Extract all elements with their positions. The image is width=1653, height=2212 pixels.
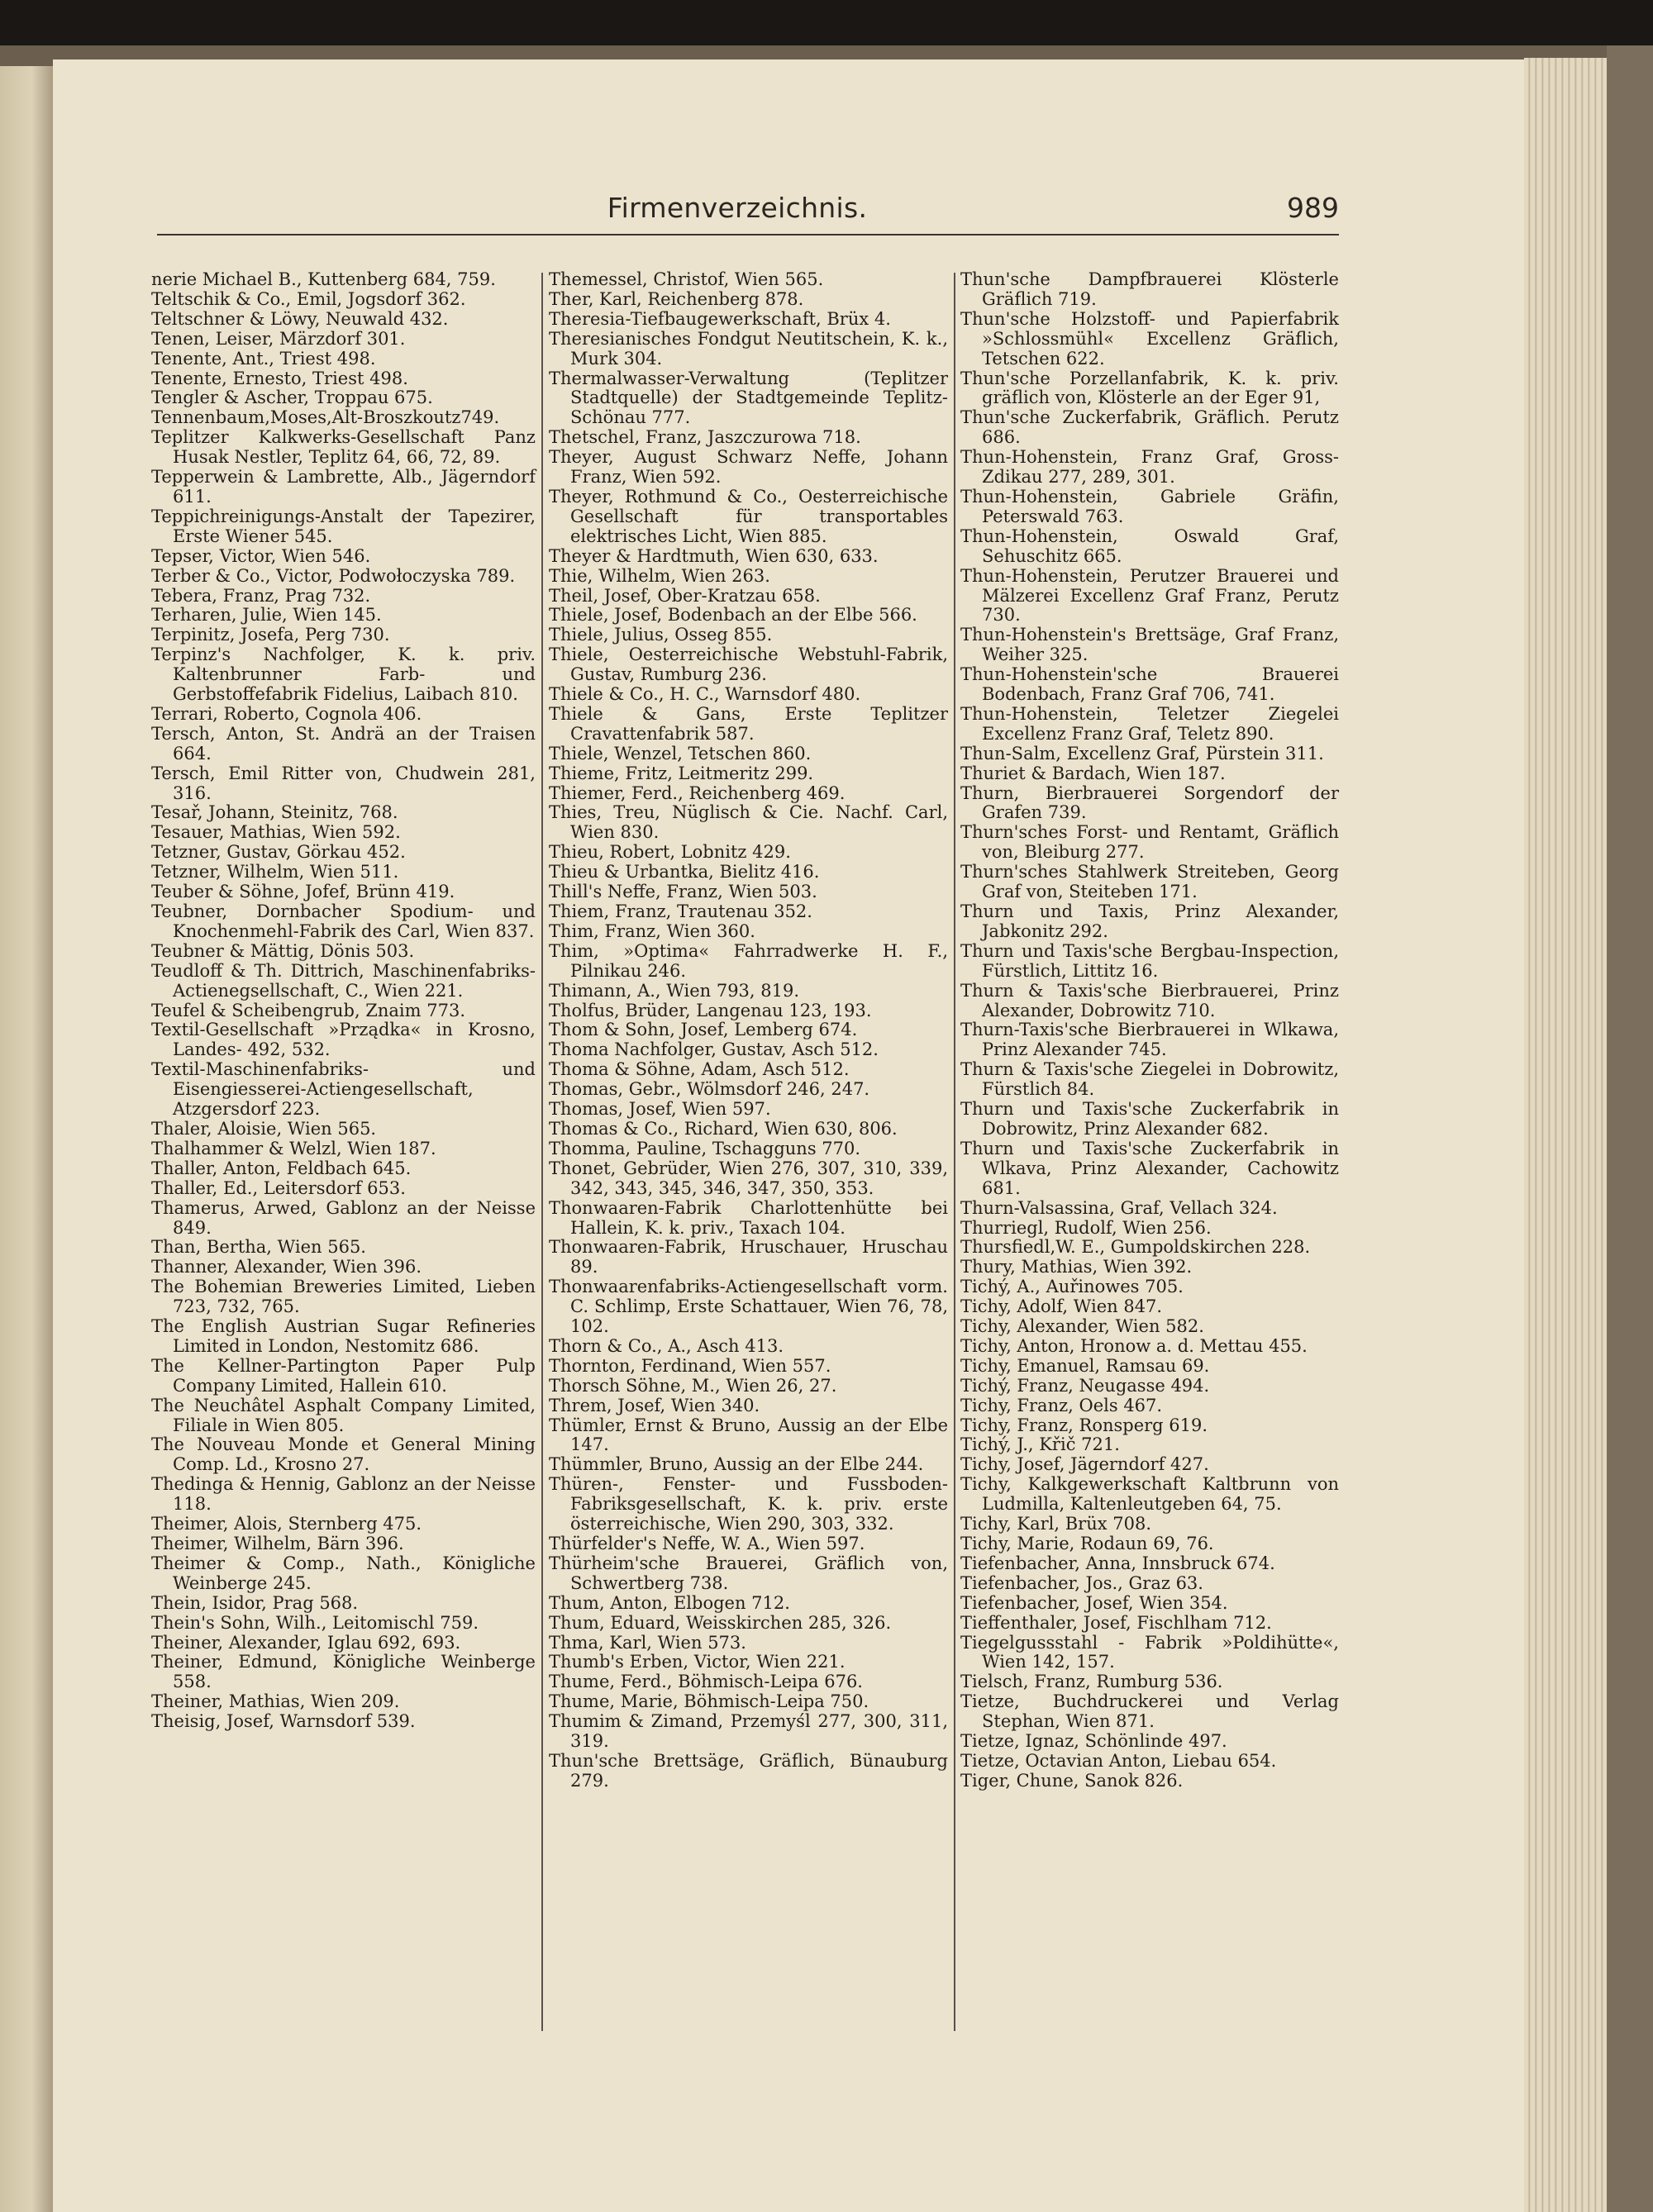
directory-entry: Thurn-Valsassina, Graf, Vellach 324. bbox=[960, 1197, 1278, 1218]
directory-entry: Terrari, Roberto, Cognola 406. bbox=[151, 703, 422, 724]
directory-entry: Theiner, Mathias, Wien 209. bbox=[151, 1691, 400, 1712]
directory-entry: Teudloff & Th. Dittrich, Maschinenfabriks-Actienegsellschaft, C., Wien 221. bbox=[151, 960, 536, 1001]
directory-entry: Teufel & Scheibengrub, Znaim 773. bbox=[151, 1000, 465, 1020]
page-edges bbox=[1524, 58, 1607, 2212]
directory-entry: Thümmler, Bruno, Aussig an der Elbe 244. bbox=[549, 1454, 924, 1475]
directory-entry: Thun-Hohenstein, Oswald Graf, Sehuschitz 665. bbox=[960, 526, 1339, 566]
facing-page-edge bbox=[0, 66, 53, 2212]
directory-entry: Thies, Treu, Nüglisch & Cie. Nachf. Carl, Wien 830. bbox=[549, 802, 948, 843]
directory-entry: Tietze, Buchdruckerei und Verlag Stephan, Wien 871. bbox=[960, 1691, 1339, 1732]
header-rule bbox=[157, 234, 1339, 235]
directory-entry: Thun-Hohenstein, Gabriele Gräfin, Peterswald 763. bbox=[960, 486, 1339, 526]
directory-entry: Threm, Josef, Wien 340. bbox=[549, 1395, 760, 1415]
directory-entry: Thuriet & Bardach, Wien 187. bbox=[960, 763, 1226, 783]
directory-column-3 bbox=[960, 270, 1339, 1791]
directory-entry: Thumim & Zimand, Przemyśl 277, 300, 311, 319. bbox=[549, 1711, 948, 1752]
directory-entry: Tiefenbacher, Anna, Innsbruck 674. bbox=[960, 1553, 1275, 1573]
directory-entry: Tenente, Ant., Triest 498. bbox=[151, 348, 376, 369]
directory-entry: Thomas & Co., Richard, Wien 630, 806. bbox=[549, 1118, 898, 1139]
directory-entry: Tichy, Anton, Hronow a. d. Mettau 455. bbox=[960, 1335, 1308, 1356]
directory-entry: Tichy, Kalkgewerkschaft Kaltbrunn von Ludmilla, Kaltenleutgeben 64, 75. bbox=[960, 1474, 1339, 1515]
directory-entry: Thiemer, Ferd., Reichenberg 469. bbox=[549, 783, 846, 803]
directory-entry: Tiger, Chune, Sanok 826. bbox=[960, 1770, 1184, 1791]
directory-entry: Thun-Hohenstein's Brettsäge, Graf Franz, Weiher 325. bbox=[960, 625, 1339, 665]
directory-entry: Tersch, Anton, St. Andrä an der Traisen 664. bbox=[151, 723, 536, 763]
directory-entry: Teubner, Dornbacher Spodium- und Knochenmehl-Fabrik des Carl, Wien 837. bbox=[151, 901, 536, 941]
directory-entry: Thurn, Bierbrauerei Sorgendorf der Grafen 739. bbox=[960, 783, 1339, 823]
book-cover bbox=[1607, 45, 1653, 2212]
directory-entry: Thurn-Taxis'sche Bierbrauerei in Wlkawa, Prinz Alexander 745. bbox=[960, 1020, 1339, 1060]
directory-entry: Tichy, Adolf, Wien 847. bbox=[960, 1296, 1163, 1317]
directory-entry: Thim, Franz, Wien 360. bbox=[549, 920, 755, 941]
directory-entry: Thie, Wilhelm, Wien 263. bbox=[549, 565, 770, 586]
directory-entry: Thornton, Ferdinand, Wien 557. bbox=[549, 1355, 831, 1376]
directory-entry: Tichy, Alexander, Wien 582. bbox=[960, 1316, 1204, 1337]
directory-entry: Themessel, Christof, Wien 565. bbox=[549, 269, 824, 289]
directory-entry: nerie Michael B., Kuttenberg 684, 759. bbox=[151, 269, 496, 289]
directory-entry: Theyer & Hardtmuth, Wien 630, 633. bbox=[549, 545, 879, 566]
directory-entry: Tetzner, Gustav, Görkau 452. bbox=[151, 842, 406, 863]
directory-entry: Thom & Sohn, Josef, Lemberg 674. bbox=[549, 1020, 858, 1040]
directory-entry: The Bohemian Breweries Limited, Lieben 723, 732, 765. bbox=[151, 1277, 536, 1317]
directory-entry: Tetzner, Wilhelm, Wien 511. bbox=[151, 862, 399, 882]
directory-entry: Thun-Salm, Excellenz Graf, Pürstein 311. bbox=[960, 743, 1324, 763]
directory-entry: Thurn'sches Stahlwerk Streiteben, Georg Graf von, Steiteben 171. bbox=[960, 862, 1339, 902]
directory-entry: Thermalwasser-Verwaltung (Teplitzer Stadtquelle) der Stadtgemeinde Teplitz-Schönau 777. bbox=[549, 368, 948, 428]
directory-entry: Thume, Ferd., Böhmisch-Leipa 676. bbox=[549, 1672, 863, 1692]
directory-entry: The English Austrian Sugar Refineries Limited in London, Nestomitz 686. bbox=[151, 1316, 536, 1356]
directory-entry: Thiele & Gans, Erste Teplitzer Cravattenfabrik 587. bbox=[549, 703, 948, 744]
directory-entry: Tennenbaum,Moses,Alt-Broszkoutz749. bbox=[151, 407, 500, 428]
directory-entry: Tepperwein & Lambrette, Alb., Jägerndorf 611. bbox=[151, 467, 536, 507]
directory-entry: Thurn und Taxis'sche Zuckerfabrik in Dobrowitz, Prinz Alexander 682. bbox=[960, 1099, 1339, 1139]
directory-entry: Thetschel, Franz, Jaszczurowa 718. bbox=[549, 427, 861, 448]
directory-entry: Thonwaarenfabriks-Actiengesellschaft vorm. C. Schlimp, Erste Schattauer, Wien 76, 78, 102. bbox=[549, 1277, 948, 1337]
directory-entry: Tengler & Ascher, Troppau 675. bbox=[151, 388, 433, 408]
directory-entry: Tichý, A., Auřinowes 705. bbox=[960, 1277, 1184, 1297]
directory-entry: Thieu & Urbantka, Bielitz 416. bbox=[549, 862, 820, 882]
directory-entry: Theiner, Edmund, Königliche Weinberge 558. bbox=[151, 1652, 536, 1692]
directory-entry: Thun-Hohenstein'sche Brauerei Bodenbach, Franz Graf 706, 741. bbox=[960, 664, 1339, 705]
directory-entry: Thun'sche Dampfbrauerei Klösterle Gräflich 719. bbox=[960, 269, 1339, 309]
directory-entry: Theresia-Tiefbaugewerkschaft, Brüx 4. bbox=[549, 308, 891, 329]
directory-entry: Thume, Marie, Böhmisch-Leipa 750. bbox=[549, 1691, 869, 1712]
directory-entry: Thun'sche Zuckerfabrik, Gräflich. Perutz 686. bbox=[960, 407, 1339, 448]
directory-entry: Thun'sche Brettsäge, Gräflich, Bünauburg 279. bbox=[549, 1750, 948, 1791]
directory-entry: Thürheim'sche Brauerei, Gräflich von, Schwertberg 738. bbox=[549, 1553, 948, 1593]
page-number: 989 bbox=[1287, 192, 1339, 224]
directory-entry: Theyer, Rothmund & Co., Oesterreichische Gesellschaft für transportables elektrisches Licht, Wien 885. bbox=[549, 486, 948, 546]
directory-entry: Theyer, August Schwarz Neffe, Johann Franz, Wien 592. bbox=[549, 447, 948, 488]
directory-entry: Thonwaaren-Fabrik Charlottenhütte bei Hallein, K. k. priv., Taxach 104. bbox=[549, 1197, 948, 1238]
directory-entry: Thorn & Co., A., Asch 413. bbox=[549, 1335, 784, 1356]
directory-entry: Textil-Maschinenfabriks- und Eisengiesserei-Actiengesellschaft, Atzgersdorf 223. bbox=[151, 1059, 536, 1120]
directory-entry: Tichy, Emanuel, Ramsau 69. bbox=[960, 1355, 1210, 1376]
directory-entry: Thurriegl, Rudolf, Wien 256. bbox=[960, 1217, 1212, 1238]
directory-entry: Teubner & Mättig, Dönis 503. bbox=[151, 940, 415, 961]
directory-entry: Thein, Isidor, Prag 568. bbox=[151, 1592, 359, 1613]
directory-entry: Thiem, Franz, Trautenau 352. bbox=[549, 901, 812, 921]
directory-entry: Thieme, Fritz, Leitmeritz 299. bbox=[549, 763, 814, 783]
directory-entry: Thonwaaren-Fabrik, Hruschauer, Hruschau 89. bbox=[549, 1237, 948, 1277]
directory-entry: Tesař, Johann, Steinitz, 768. bbox=[151, 802, 398, 823]
directory-entry: Tersch, Emil Ritter von, Chudwein 281, 316. bbox=[151, 763, 536, 803]
directory-entry: Theimer, Alois, Sternberg 475. bbox=[151, 1514, 422, 1534]
directory-entry: Teltschik & Co., Emil, Jogsdorf 362. bbox=[151, 288, 466, 309]
directory-entry: Teuber & Söhne, Jofef, Brünn 419. bbox=[151, 882, 455, 902]
directory-entry: Thieu, Robert, Lobnitz 429. bbox=[549, 842, 791, 863]
directory-entry: Tietze, Ignaz, Schönlinde 497. bbox=[960, 1731, 1227, 1752]
directory-entry: Theimer & Comp., Nath., Königliche Weinberge 245. bbox=[151, 1553, 536, 1593]
directory-column-1 bbox=[151, 270, 536, 1732]
directory-entry: Terpinz's Nachfolger, K. k. priv. Kaltenbrunner Farb- und Gerbstoffefabrik Fidelius, Laibach 810. bbox=[151, 645, 536, 705]
directory-entry: The Kellner-Partington Paper Pulp Company Limited, Hallein 610. bbox=[151, 1355, 536, 1396]
running-title: Firmenverzeichnis. bbox=[607, 192, 868, 224]
directory-entry: Thursfiedl,W. E., Gumpoldskirchen 228. bbox=[960, 1237, 1311, 1258]
directory-entry: Thurn & Taxis'sche Bierbrauerei, Prinz Alexander, Dobrowitz 710. bbox=[960, 980, 1339, 1020]
directory-entry: Tichy, Franz, Oels 467. bbox=[960, 1395, 1163, 1415]
directory-entry: Theisig, Josef, Warnsdorf 539. bbox=[151, 1711, 416, 1732]
directory-entry: Thum, Eduard, Weisskirchen 285, 326. bbox=[549, 1612, 892, 1633]
directory-entry: Tiegelgussstahl - Fabrik »Poldihütte«, Wien 142, 157. bbox=[960, 1632, 1339, 1672]
directory-entry: Tichy, Josef, Jägerndorf 427. bbox=[960, 1454, 1209, 1475]
directory-entry: Tichý, Franz, Neugasse 494. bbox=[960, 1375, 1210, 1396]
column-divider bbox=[954, 273, 955, 2031]
directory-entry: Thomas, Gebr., Wölmsdorf 246, 247. bbox=[549, 1079, 870, 1100]
directory-entry: Thorsch Söhne, M., Wien 26, 27. bbox=[549, 1375, 837, 1396]
directory-entry: The Neuchâtel Asphalt Company Limited, Filiale in Wien 805. bbox=[151, 1395, 536, 1435]
directory-entry: Theimer, Wilhelm, Bärn 396. bbox=[151, 1534, 404, 1553]
directory-entry: Tieffenthaler, Josef, Fischlham 712. bbox=[960, 1612, 1272, 1633]
directory-entry: Teltschner & Löwy, Neuwald 432. bbox=[151, 308, 449, 329]
directory-entry: Thun'sche Holzstoff- und Papierfabrik »Schlossmühl« Excellenz Gräflich, Tetschen 622. bbox=[960, 308, 1339, 369]
directory-entry: Tichý, J., Křič 721. bbox=[960, 1434, 1120, 1455]
directory-entry: Tepser, Victor, Wien 546. bbox=[151, 545, 371, 566]
directory-entry: Thurn und Taxis, Prinz Alexander, Jabkonitz 292. bbox=[960, 901, 1339, 941]
directory-entry: Thiele & Co., H. C., Warnsdorf 480. bbox=[549, 684, 861, 705]
directory-entry: Theiner, Alexander, Iglau 692, 693. bbox=[151, 1632, 461, 1653]
directory-entry: The Nouveau Monde et General Mining Comp. Ld., Krosno 27. bbox=[151, 1434, 536, 1475]
directory-entry: Thill's Neffe, Franz, Wien 503. bbox=[549, 882, 817, 902]
directory-entry: Tichy, Marie, Rodaun 69, 76. bbox=[960, 1534, 1214, 1553]
directory-entry: Thurn und Taxis'sche Bergbau-Inspection, Fürstlich, Littitz 16. bbox=[960, 940, 1339, 981]
directory-entry: Thaler, Aloisie, Wien 565. bbox=[151, 1118, 377, 1139]
directory-entry: Tesauer, Mathias, Wien 592. bbox=[151, 822, 401, 843]
directory-entry: Ther, Karl, Reichenberg 878. bbox=[549, 288, 804, 309]
directory-entry: Thiele, Oesterreichische Webstuhl-Fabrik, Gustav, Rumburg 236. bbox=[549, 645, 948, 685]
directory-entry: Thiele, Julius, Osseg 855. bbox=[549, 625, 773, 645]
directory-entry: Thamerus, Arwed, Gablonz an der Neisse 849. bbox=[151, 1197, 536, 1238]
directory-entry: Thanner, Alexander, Wien 396. bbox=[151, 1257, 422, 1277]
directory-entry: Thomma, Pauline, Tschagguns 770. bbox=[549, 1138, 861, 1158]
directory-entry: Thun-Hohenstein, Perutzer Brauerei und Mälzerei Excellenz Graf Franz, Perutz 730. bbox=[960, 565, 1339, 626]
directory-entry: Tichy, Karl, Brüx 708. bbox=[960, 1514, 1152, 1534]
directory-entry: Than, Bertha, Wien 565. bbox=[151, 1237, 366, 1258]
directory-entry: Teplitzer Kalkwerks-Gesellschaft Panz Husak Nestler, Teplitz 64, 66, 72, 89. bbox=[151, 427, 536, 468]
directory-entry: Thürfelder's Neffe, W. A., Wien 597. bbox=[549, 1534, 865, 1553]
directory-entry: Thim, »Optima« Fahrradwerke H. F., Pilnikau 246. bbox=[549, 940, 948, 981]
directory-entry: Thüren-, Fenster- und Fussboden-Fabriksgesellschaft, K. k. priv. erste österreichische, Wien 290, 303, 332. bbox=[549, 1474, 948, 1534]
directory-entry: Thumb's Erben, Victor, Wien 221. bbox=[549, 1652, 846, 1672]
directory-entry: Teppichreinigungs-Anstalt der Tapezirer, Erste Wiener 545. bbox=[151, 506, 536, 546]
directory-entry: Thoma & Söhne, Adam, Asch 512. bbox=[549, 1059, 850, 1080]
directory-entry: Thurn & Taxis'sche Ziegelei in Dobrowitz, Fürstlich 84. bbox=[960, 1059, 1339, 1100]
directory-entry: Thümler, Ernst & Bruno, Aussig an der Elbe 147. bbox=[549, 1415, 948, 1455]
directory-entry: Thun-Hohenstein, Teletzer Ziegelei Excellenz Franz Graf, Teletz 890. bbox=[960, 703, 1339, 744]
directory-entry: Thalhammer & Welzl, Wien 187. bbox=[151, 1138, 436, 1158]
directory-entry: Thun-Hohenstein, Franz Graf, Gross-Zdikau 277, 289, 301. bbox=[960, 447, 1339, 488]
directory-column-2 bbox=[549, 270, 948, 1791]
directory-entry: Terharen, Julie, Wien 145. bbox=[151, 605, 382, 626]
directory-entry: Terber & Co., Victor, Podwołoczyska 789. bbox=[151, 565, 516, 586]
directory-entry: Tenen, Leiser, Märzdorf 301. bbox=[151, 328, 406, 349]
directory-entry: Thaller, Ed., Leitersdorf 653. bbox=[151, 1177, 406, 1198]
directory-entry: Theil, Josef, Ober-Kratzau 658. bbox=[549, 585, 821, 606]
directory-entry: Thiele, Josef, Bodenbach an der Elbe 566. bbox=[549, 605, 917, 626]
directory-entry: Thimann, A., Wien 793, 819. bbox=[549, 980, 800, 1001]
directory-entry: Thaller, Anton, Feldbach 645. bbox=[151, 1158, 412, 1178]
directory-entry: Thiele, Wenzel, Tetschen 860. bbox=[549, 743, 812, 763]
directory-entry: Thoma Nachfolger, Gustav, Asch 512. bbox=[549, 1039, 879, 1060]
directory-entry: Thma, Karl, Wien 573. bbox=[549, 1632, 746, 1653]
directory-entry: Tebera, Franz, Prag 732. bbox=[151, 585, 371, 606]
directory-entry: Theresianisches Fondgut Neutitschein, K. k., Murk 304. bbox=[549, 328, 948, 369]
directory-entry: Thun'sche Porzellanfabrik, K. k. priv. gräflich von, Klösterle an der Eger 91, bbox=[960, 368, 1339, 408]
directory-entry: Thonet, Gebrüder, Wien 276, 307, 310, 339, 342, 343, 345, 346, 347, 350, 353. bbox=[549, 1158, 948, 1198]
directory-entry: Thomas, Josef, Wien 597. bbox=[549, 1099, 771, 1120]
directory-entry: Tielsch, Franz, Rumburg 536. bbox=[960, 1672, 1223, 1692]
directory-entry: Thurn und Taxis'sche Zuckerfabrik in Wlkava, Prinz Alexander, Cachowitz 681. bbox=[960, 1138, 1339, 1198]
directory-entry: Thedinga & Hennig, Gablonz an der Neisse 118. bbox=[151, 1474, 536, 1515]
directory-entry: Tholfus, Brüder, Langenau 123, 193. bbox=[549, 1000, 872, 1020]
directory-entry: Thein's Sohn, Wilh., Leitomischl 759. bbox=[151, 1612, 479, 1633]
directory-entry: Tenente, Ernesto, Triest 498. bbox=[151, 368, 408, 388]
directory-entry: Tiefenbacher, Josef, Wien 354. bbox=[960, 1592, 1228, 1613]
column-divider bbox=[541, 273, 543, 2031]
directory-entry: Terpinitz, Josefa, Perg 730. bbox=[151, 625, 390, 645]
directory-entry: Tichy, Franz, Ronsperg 619. bbox=[960, 1415, 1208, 1435]
directory-entry: Textil-Gesellschaft »Prządka« in Krosno, Landes- 492, 532. bbox=[151, 1020, 536, 1060]
directory-entry: Tietze, Octavian Anton, Liebau 654. bbox=[960, 1750, 1277, 1771]
directory-entry: Thum, Anton, Elbogen 712. bbox=[549, 1592, 790, 1613]
directory-entry: Tiefenbacher, Jos., Graz 63. bbox=[960, 1572, 1203, 1593]
directory-entry: Thury, Mathias, Wien 392. bbox=[960, 1257, 1193, 1277]
directory-entry: Thurn'sches Forst- und Rentamt, Gräflich von, Bleiburg 277. bbox=[960, 822, 1339, 863]
